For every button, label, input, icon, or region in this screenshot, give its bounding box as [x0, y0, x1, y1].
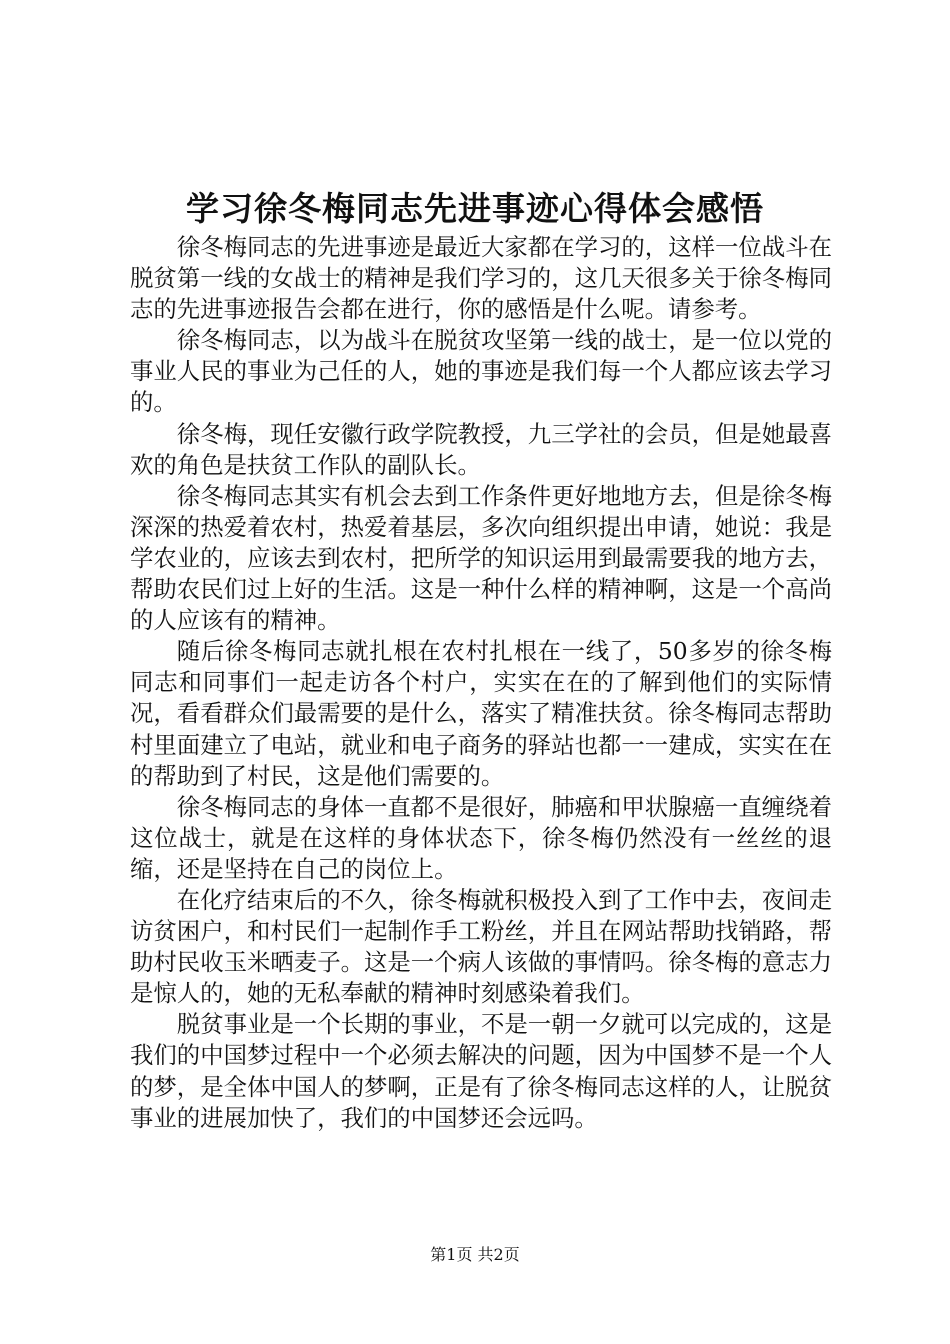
paragraph: 在化疗结束后的不久，徐冬梅就积极投入到了工作中去，夜间走访贫困户，和村民们一起制作手工粉丝，并且在网站帮助找销路，帮助村民收玉米晒麦子。这是一个病人该做的事情吗。徐冬梅的意志力是惊人的，她的无私奉献的精神时刻感染着我们。	[130, 885, 832, 1008]
paragraph: 徐冬梅同志的身体一直都不是很好，肺癌和甲状腺癌一直缠绕着这位战士，就是在这样的身体状态下，徐冬梅仍然没有一丝丝的退缩，还是坚持在自己的岗位上。	[130, 792, 832, 883]
paragraph: 随后徐冬梅同志就扎根在农村扎根在一线了，50多岁的徐冬梅同志和同事们一起走访各个村户，实实在在的了解到他们的实际情况，看看群众们最需要的是什么，落实了精准扶贫。徐冬梅同志帮助村里面建立了电站，就业和电子商务的驿站也都一一建成，实实在在的帮助到了村民，这是他们需要的。	[130, 637, 832, 790]
paragraph: 徐冬梅同志的先进事迹是最近大家都在学习的，这样一位战斗在脱贫第一线的女战士的精神是我们学习的，这几天很多关于徐冬梅同志的先进事迹报告会都在进行，你的感悟是什么呢。请参考。	[130, 233, 832, 324]
document-body	[130, 232, 832, 1134]
paragraph: 徐冬梅同志其实有机会去到工作条件更好地地方去，但是徐冬梅深深的热爱着农村，热爱着基层，多次向组织提出申请，她说：我是学农业的，应该去到农村，把所学的知识运用到最需要我的地方去，帮助农民们过上好的生活。这是一种什么样的精神啊，这是一个高尚的人应该有的精神。	[130, 481, 832, 635]
page-footer: 第1页 共2页	[430, 1245, 520, 1264]
paragraph: 脱贫事业是一个长期的事业，不是一朝一夕就可以完成的，这是我们的中国梦过程中一个必须去解决的问题，因为中国梦不是一个人的梦，是全体中国人的梦啊，正是有了徐冬梅同志这样的人，让脱贫事业的进展加快了，我们的中国梦还会远吗。	[130, 1010, 832, 1132]
paragraph: 徐冬梅，现任安徽行政学院教授，九三学社的会员，但是她最喜欢的角色是扶贫工作队的副队长。	[130, 419, 832, 479]
paragraph: 徐冬梅同志，以为战斗在脱贫攻坚第一线的战士，是一位以党的事业人民的事业为己任的人，她的事迹是我们每一个人都应该去学习的。	[130, 326, 832, 417]
document-title: 学习徐冬梅同志先进事迹心得体会感悟	[186, 189, 764, 228]
